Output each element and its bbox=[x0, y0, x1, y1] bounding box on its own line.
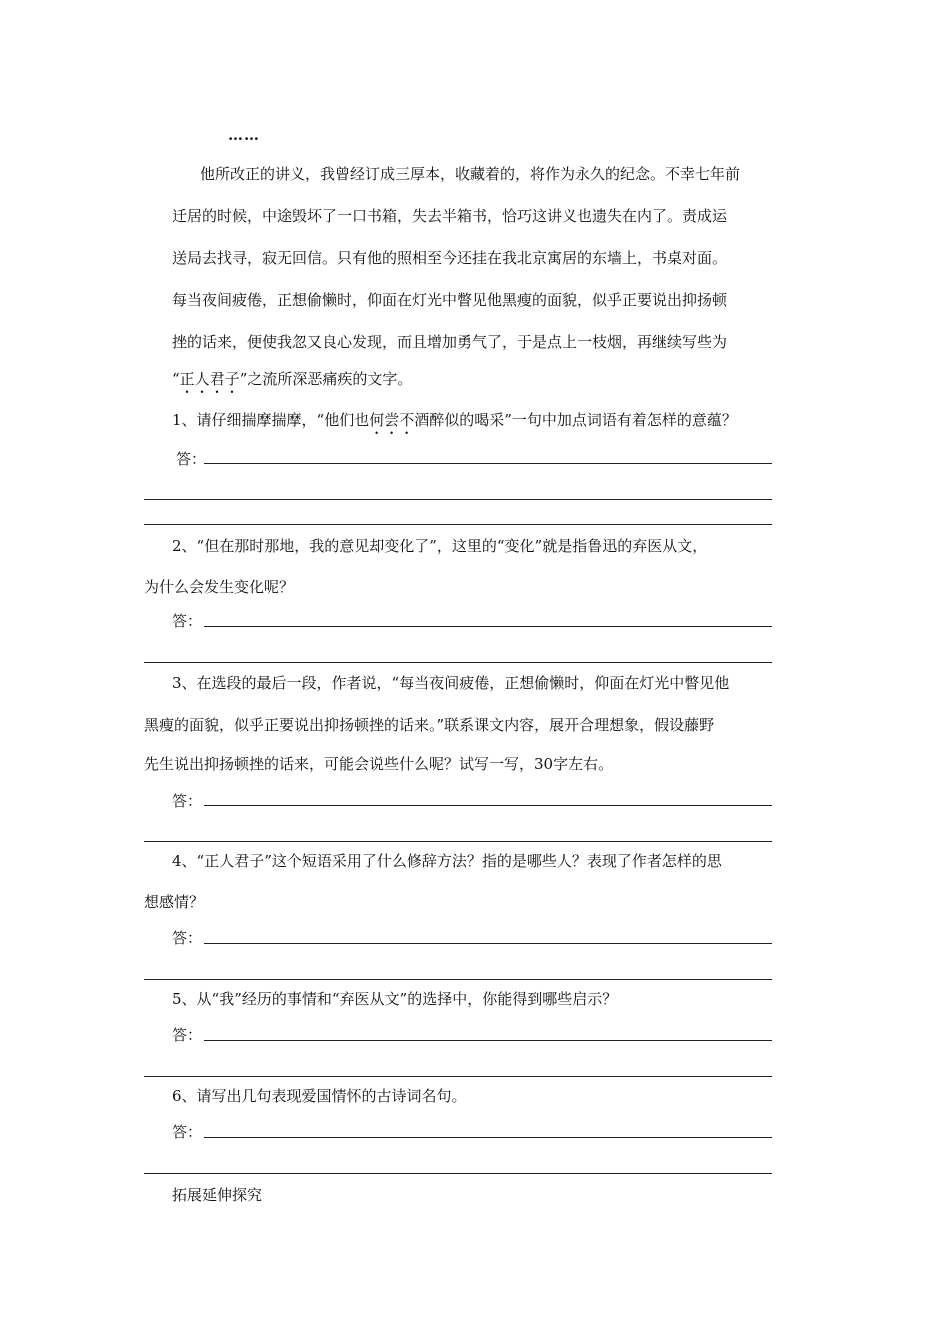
question-4-line-2: 想感情？ bbox=[144, 893, 205, 911]
dotted-phrase: 正人君子 bbox=[179, 370, 240, 388]
question-3-line-3: 先生说出抑扬顿挫的话来，可能会说些什么呢？试写一写，30字左右。 bbox=[144, 755, 614, 773]
answer-line-3a[interactable] bbox=[204, 805, 772, 806]
question-3-line-2: 黑瘦的面貌，似乎正要说出抑扬顿挫的话来。”联系课文内容，展开合理想象，假设藤野 bbox=[144, 716, 715, 734]
passage-line-5: 挫的话来，便使我忽又良心发现，而且增加勇气了，于是点上一枝烟，再继续写些为 bbox=[172, 333, 728, 351]
question-1: 1、请仔细揣摩揣摩，“他们也何尝不酒醉似的喝采”一句中加点词语有着怎样的意蕴？ bbox=[172, 411, 737, 429]
answer-line-5a[interactable] bbox=[204, 1040, 772, 1041]
quote-open: “ bbox=[172, 370, 180, 388]
answer-line-4a[interactable] bbox=[204, 943, 772, 944]
passage-line-1: 他所改正的讲义，我曾经订成三厚本，收藏着的，将作为永久的纪念。不幸七年前 bbox=[200, 165, 741, 183]
dotted-word: 何尝不 bbox=[369, 411, 415, 429]
ellipsis: …… bbox=[228, 126, 260, 144]
passage-line-6-rest: ”之流所深恶痛疾的文字。 bbox=[239, 370, 413, 388]
answer-line-6b[interactable] bbox=[144, 1173, 772, 1174]
answer-line-1c[interactable] bbox=[144, 524, 772, 525]
answer-label-6: 答： bbox=[172, 1123, 203, 1141]
passage-line-6 bbox=[172, 368, 412, 397]
question-6: 6、请写出几句表现爱国情怀的古诗词名句。 bbox=[172, 1087, 467, 1105]
passage-line-3: 送局去找寻，寂无回信。只有他的照相至今还挂在我北京寓居的东墙上，书桌对面。 bbox=[172, 249, 728, 267]
question-5: 5、从“我”经历的事情和“弃医从文”的选择中，你能得到哪些启示？ bbox=[172, 990, 618, 1008]
passage-line-4: 每当夜间疲倦，正想偷懒时，仰面在灯光中瞥见他黑瘦的面貌，似乎正要说出抑扬顿 bbox=[172, 291, 728, 309]
section-title: 拓展延伸探究 bbox=[172, 1186, 263, 1204]
question-2-line-2: 为什么会发生变化呢？ bbox=[144, 578, 295, 596]
answer-line-1b[interactable] bbox=[144, 499, 772, 500]
answer-line-5b[interactable] bbox=[144, 1076, 772, 1077]
answer-label-4: 答： bbox=[172, 929, 203, 947]
answer-label-3: 答： bbox=[172, 792, 203, 810]
answer-line-1a[interactable] bbox=[204, 463, 772, 464]
answer-line-2b[interactable] bbox=[144, 662, 772, 663]
answer-line-6a[interactable] bbox=[204, 1137, 772, 1138]
answer-line-3b[interactable] bbox=[144, 841, 772, 842]
question-3-line-1: 3、在选段的最后一段，作者说，“每当夜间疲倦，正想偷懒时，仰面在灯光中瞥见他 bbox=[172, 674, 730, 692]
answer-label-5: 答： bbox=[172, 1026, 203, 1044]
question-2-line-1: 2、“但在那时那地，我的意见却变化了”，这里的“变化”就是指鲁迅的弃医从文， bbox=[172, 537, 708, 555]
question-4-line-1: 4、“正人君子”这个短语采用了什么修辞方法？指的是哪些人？表现了作者怎样的思 bbox=[172, 852, 722, 870]
answer-line-4b[interactable] bbox=[144, 979, 772, 980]
answer-label-2: 答： bbox=[172, 612, 203, 630]
answer-label-1: 答： bbox=[176, 450, 207, 468]
passage-line-2: 迁居的时候，中途毁坏了一口书箱，失去半箱书，恰巧这讲义也遗失在内了。责成运 bbox=[172, 207, 728, 225]
answer-line-2a[interactable] bbox=[204, 626, 772, 627]
